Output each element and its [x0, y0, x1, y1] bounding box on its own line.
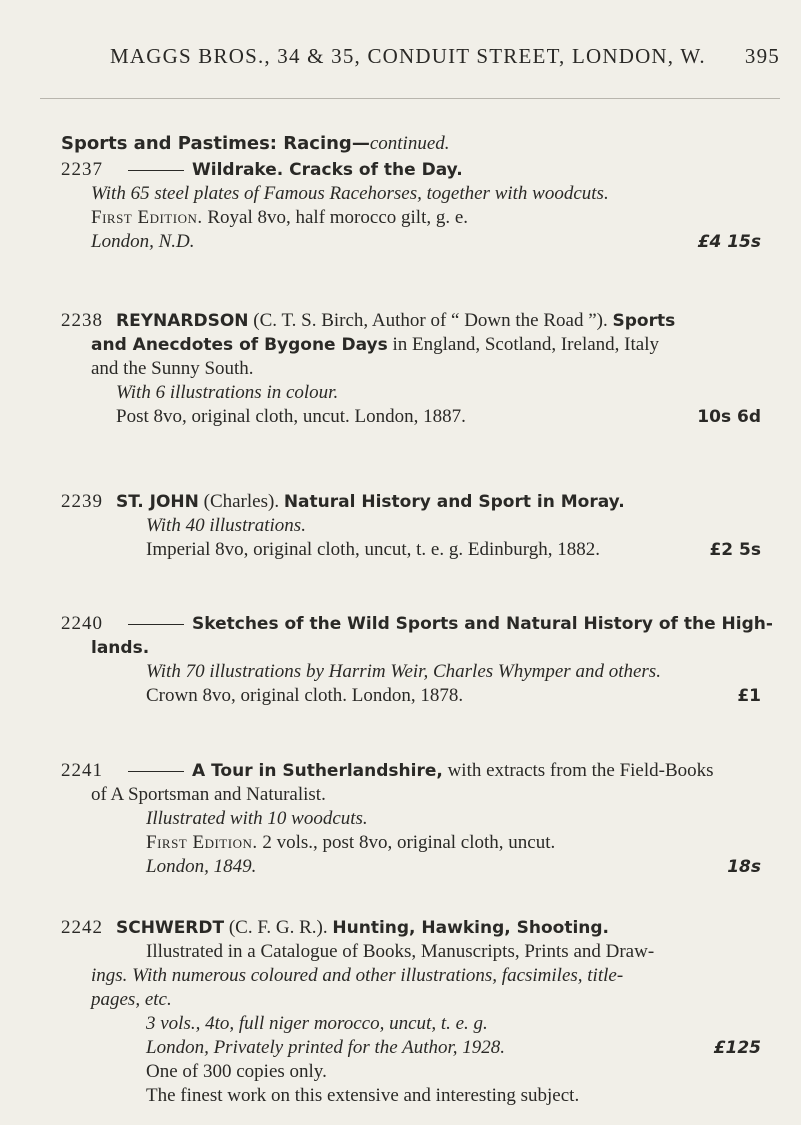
- entry-description: With 40 illustrations.: [146, 515, 306, 536]
- catalogue-entry: [61, 612, 773, 708]
- entry-title: Hunting, Hawking, Shooting.: [332, 918, 609, 938]
- entry-price: £125: [713, 1038, 761, 1058]
- lot-number: 2241: [61, 760, 103, 781]
- catalogue-entry: [61, 309, 761, 429]
- entry-author: REYNARDSON: [116, 311, 249, 331]
- entry-format: Royal 8vo, half morocco gilt, g. e.: [202, 207, 469, 228]
- entry-description: With 6 illustrations in colour.: [116, 382, 339, 403]
- ditto-dash: [128, 170, 184, 171]
- entry-title: Sports: [612, 311, 676, 331]
- entry-price: £2 5s: [709, 540, 761, 560]
- ditto-dash: [128, 624, 184, 625]
- entry-author-details: (C. F. G. R.).: [224, 917, 328, 938]
- first-edition: First Edition.: [146, 832, 258, 853]
- lot-number: 2238: [61, 310, 103, 331]
- entry-format: 3 vols., 4to, full niger morocco, uncut, t. e. g.: [146, 1013, 488, 1034]
- entry-imprint: London, 1849.: [146, 856, 257, 877]
- entry-title: Natural History and Sport in Moray.: [283, 492, 625, 512]
- entry-title: Sketches of the Wild Sports and Natural History of the High-: [192, 614, 773, 634]
- entry-price: 18s: [727, 857, 761, 877]
- entry-title-continued: and Anecdotes of Bygone Days: [91, 335, 388, 355]
- header-rule: [40, 98, 780, 99]
- first-edition: First Edition.: [91, 207, 203, 228]
- lot-number: 2237: [61, 159, 103, 180]
- entry-description: With 70 illustrations by Harrim Weir, Charles Whymper and others.: [146, 661, 661, 682]
- entry-format: Post 8vo, original cloth, uncut. London, 1887.: [116, 406, 466, 427]
- entry-author-details: (C. T. S. Birch, Author of “ Down the Road ”).: [248, 310, 608, 331]
- lot-number: 2239: [61, 491, 103, 512]
- entry-imprint: London, Privately printed for the Author, 1928.: [146, 1037, 506, 1058]
- lot-number: 2242: [61, 917, 103, 938]
- page-number: 395: [744, 44, 780, 68]
- entry-description-continued: ings. With numerous coloured and other illustrations, facsimiles, title-: [91, 965, 624, 986]
- entry-description: With 65 steel plates of Famous Racehorses, together with woodcuts.: [91, 183, 609, 204]
- entry-format: Imperial 8vo, original cloth, uncut, t. e. g. Edinburgh, 1882.: [146, 539, 600, 560]
- entry-subtitle: in England, Scotland, Ireland, Italy: [387, 334, 659, 355]
- entry-title-details: with extracts from the Field-Books: [442, 760, 714, 781]
- entry-description-end: pages, etc.: [91, 989, 172, 1010]
- ditto-dash: [128, 771, 184, 772]
- catalogue-entry: [61, 759, 761, 879]
- entry-author-details: (Charles).: [198, 491, 280, 512]
- entry-format: 2 vols., post 8vo, original cloth, uncut.: [257, 832, 556, 853]
- entry-price: 10s 6d: [697, 407, 761, 427]
- section-heading: [61, 133, 450, 155]
- entry-subtitle-continued: and the Sunny South.: [91, 358, 254, 379]
- catalogue-entry: [61, 158, 761, 254]
- entry-author: SCHWERDT: [116, 918, 225, 938]
- entry-title: Wildrake. Cracks of the Day.: [192, 160, 463, 180]
- entry-author: ST. JOHN: [116, 492, 199, 512]
- section-title: Sports and Pastimes: Racing—: [61, 133, 370, 154]
- lot-number: 2240: [61, 613, 103, 634]
- entry-title-continued: of A Sportsman and Naturalist.: [91, 784, 326, 805]
- entry-format: Crown 8vo, original cloth. London, 1878.: [146, 685, 464, 706]
- catalogue-entry: [61, 916, 761, 1108]
- page-header: [110, 44, 780, 69]
- entry-price: £1: [737, 686, 761, 706]
- entry-description: Illustrated with 10 woodcuts.: [146, 808, 368, 829]
- header-text: MAGGS BROS., 34 & 35, CONDUIT STREET, LONDON, W.: [110, 44, 706, 68]
- entry-imprint: London, N.D.: [91, 231, 195, 252]
- entry-note-continued: The finest work on this extensive and interesting subject.: [146, 1085, 580, 1106]
- catalogue-entry: [61, 490, 761, 562]
- section-continued: continued.: [369, 133, 450, 154]
- entry-note: One of 300 copies only.: [146, 1061, 327, 1082]
- entry-title-continued: lands.: [91, 638, 150, 658]
- entry-description: Illustrated in a Catalogue of Books, Manuscripts, Prints and Draw-: [146, 941, 655, 962]
- entry-price: £4 15s: [697, 232, 761, 252]
- entry-title: A Tour in Sutherlandshire,: [192, 761, 443, 781]
